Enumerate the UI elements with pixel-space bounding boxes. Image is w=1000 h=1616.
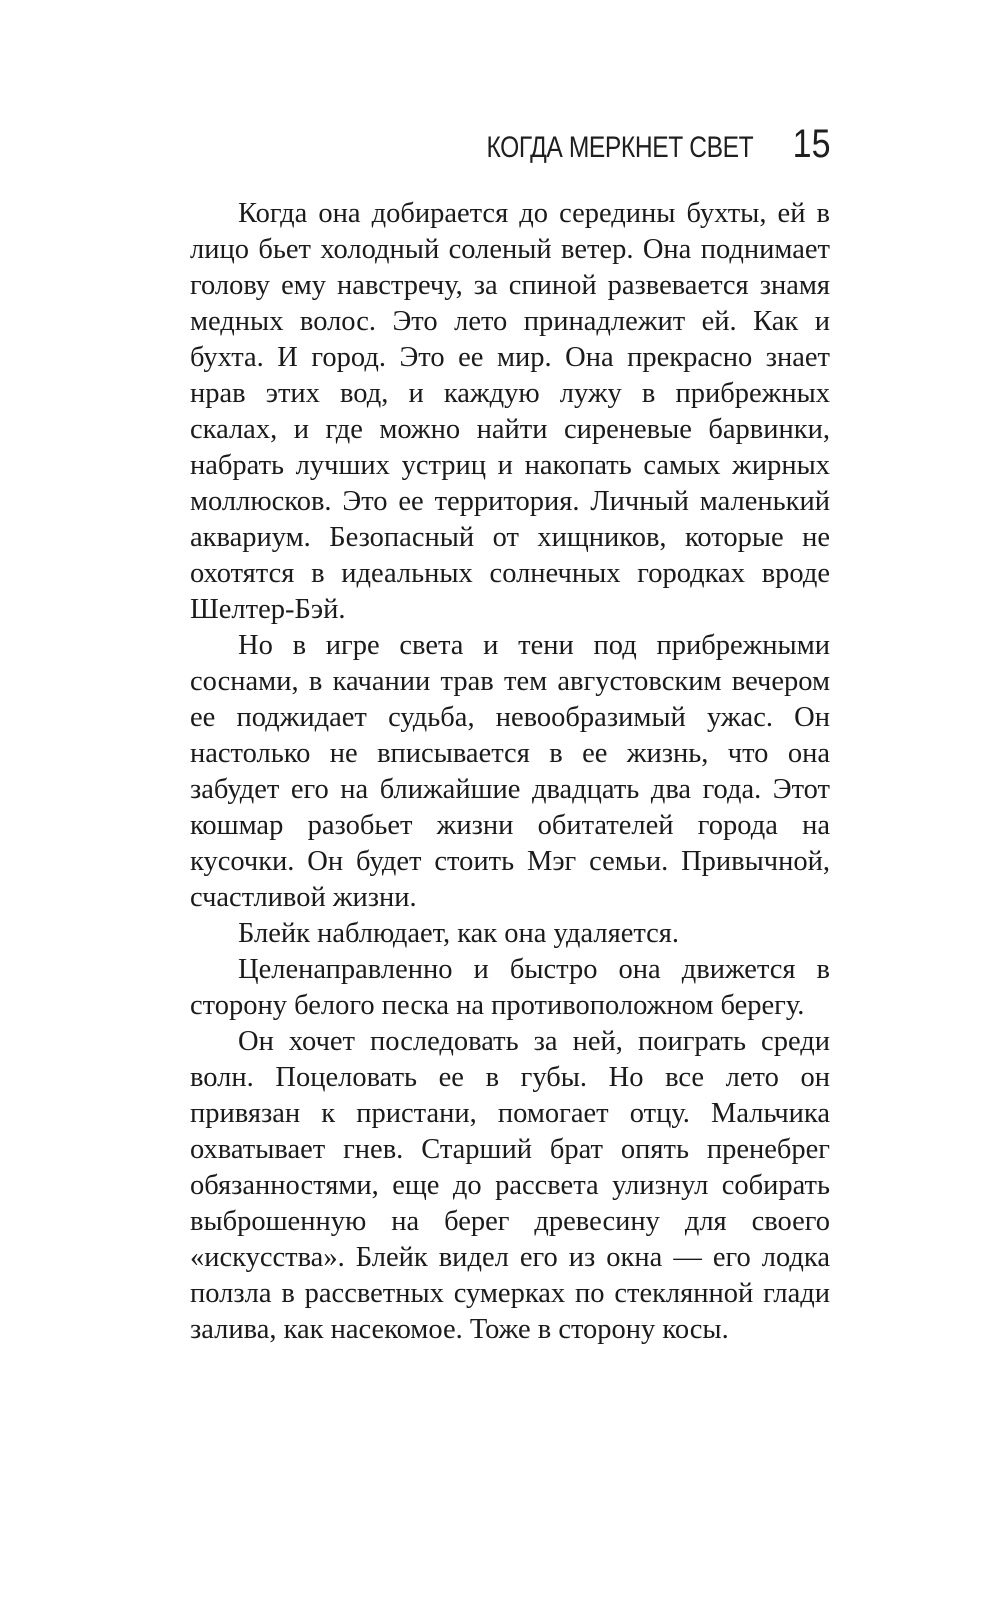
paragraph: Целенаправленно и быстро она движется в сторону белого песка на противоположном берегу. xyxy=(190,954,830,1021)
paragraph: Когда она добирается до середины бухты, ей в лицо бьет холодный соленый ветер. Она поднимает голову ему навстречу, за спиной развевается знамя медных волос. Это лето принадлежит ей. Как и бухта. И город. Это ее мир. Она прекрасно знает нрав этих вод, и каждую лужу в прибрежных скалах, и где можно найти сиреневые барвинки, набрать лучших устриц и накопать самых жирных моллюсков. Это ее территория. Личный маленький аквариум. Безопасный от хищников, которые не охотятся в идеальных солнечных городках вроде Шелтер-Бэй. xyxy=(190,198,830,625)
running-head xyxy=(190,122,830,182)
paragraph: Но в игре света и тени под прибрежными соснами, в качании трав тем августовским вечером ее поджидает судьба, невообразимый ужас. Он настолько не вписывается в ее жизнь, что она забудет его на ближайшие двадцать два года. Этот кошмар разобьет жизни обитателей города на кусочки. Он будет стоить Мэг семьи. Привычной, счастливой жизни. xyxy=(190,630,830,913)
paragraph: Блейк наблюдает, как она удаляется. xyxy=(238,918,680,949)
running-title: КОГДА МЕРКНЕТ СВЕТ xyxy=(486,131,754,164)
paragraph: Он хочет последовать за ней, поиграть среди волн. Поцеловать ее в губы. Но все лето он привязан к пристани, помогает отцу. Мальчика охватывает гнев. Старший брат опять пренебрег обязанностями, еще до рассвета улизнул собирать выброшенную на берег древесину для своего «искусства». Блейк видел его из окна — его лодка ползла в рассветных сумерках по стеклянной глади залива, как насекомое. Тоже в сторону косы. xyxy=(190,1026,830,1345)
body-text xyxy=(190,196,830,1348)
page-number: 15 xyxy=(792,122,830,166)
